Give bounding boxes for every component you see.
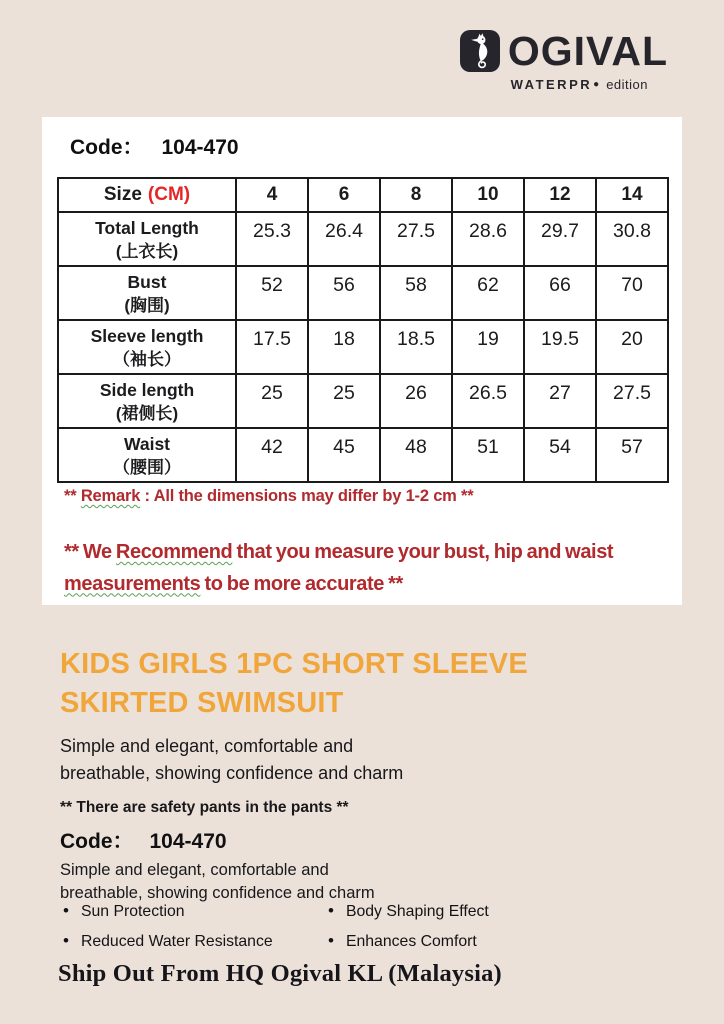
product-subtitle: Simple and elegant, comfortable and breathable, showing confidence and charm xyxy=(60,736,404,783)
measurement-value-cell: 27 xyxy=(524,374,596,428)
size-table xyxy=(57,177,669,483)
measurement-value-cell: 26.5 xyxy=(452,374,524,428)
measurement-value-cell: 52 xyxy=(236,266,308,320)
measurement-label-en: Waist xyxy=(123,434,171,454)
product-title-line1: KIDS GIRLS 1PC SHORT SLEEVE xyxy=(60,648,528,680)
measurement-value-cell: 19.5 xyxy=(524,320,596,374)
size-table-row xyxy=(58,212,668,266)
size-table-row xyxy=(58,428,668,482)
measurement-value-cell: 42 xyxy=(236,428,308,482)
size-header-cell: 8 xyxy=(380,178,452,212)
measurement-label-en: Bust xyxy=(127,272,167,292)
feature-bullet-item: • Enhances Comfort xyxy=(328,931,489,951)
measurement-value-cell: 30.8 xyxy=(596,212,668,266)
measurement-value-cell: 27.5 xyxy=(596,374,668,428)
product-code xyxy=(70,131,239,161)
measurements-word: measurements xyxy=(64,572,201,595)
product-code-value: 104-470 xyxy=(161,136,239,159)
size-header-label-cell xyxy=(58,178,236,212)
feature-bullets xyxy=(63,901,489,961)
brand-subline xyxy=(511,77,668,92)
size-header-cell: 4 xyxy=(236,178,308,212)
measurement-value-cell: 48 xyxy=(380,428,452,482)
feature-bullet-item: • Body Shaping Effect xyxy=(328,901,489,921)
size-table-row xyxy=(58,320,668,374)
bullets-left xyxy=(63,901,328,961)
product-title-line2: SKIRTED SWIMSUIT xyxy=(60,686,344,719)
measurement-value-cell: 20 xyxy=(596,320,668,374)
recommend-word: Recommend xyxy=(115,541,233,563)
measurement-label-cn: (上衣长) xyxy=(115,241,179,261)
remark-rest: : All the dimensions may differ by 1-2 cm ** xyxy=(140,487,474,505)
size-table-header-row xyxy=(58,178,668,212)
measurement-value-cell: 25.3 xyxy=(236,212,308,266)
measurement-label-en: Total Length xyxy=(95,218,199,238)
product-code-secondary xyxy=(60,825,227,855)
measurement-value-cell: 66 xyxy=(524,266,596,320)
recommend-prefix: ** We xyxy=(64,541,116,563)
measurement-value-cell: 57 xyxy=(596,428,668,482)
product-description: Simple and elegant, comfortable and breathable, showing confidence and charm xyxy=(60,861,375,903)
size-table-row xyxy=(58,266,668,320)
safety-note: ** There are safety pants in the pants ** xyxy=(60,799,349,816)
measurement-label-cn: (胸围) xyxy=(124,295,170,315)
measurement-value-cell: 29.7 xyxy=(524,212,596,266)
measurement-value-cell: 45 xyxy=(308,428,380,482)
measurement-value-cell: 25 xyxy=(308,374,380,428)
measurement-label-cell xyxy=(58,212,236,266)
measurement-value-cell: 51 xyxy=(452,428,524,482)
product-title xyxy=(60,645,528,722)
measurement-value-cell: 18.5 xyxy=(380,320,452,374)
remark-word: Remark xyxy=(80,487,141,505)
recommend-rest: to be more accurate ** xyxy=(200,572,403,595)
measurement-value-cell: 56 xyxy=(308,266,380,320)
brand-name: OGIVAL xyxy=(507,27,668,74)
size-header-cell: 6 xyxy=(308,178,380,212)
measurement-value-cell: 28.6 xyxy=(452,212,524,266)
bullets-right xyxy=(328,901,489,961)
measurement-value-cell: 17.5 xyxy=(236,320,308,374)
size-label: Size xyxy=(103,184,142,205)
measurement-label-cell xyxy=(58,374,236,428)
measurement-label-cn: （腰围） xyxy=(113,457,181,477)
waterpro-o-dot-icon: ● xyxy=(593,79,600,90)
measurement-value-cell: 58 xyxy=(380,266,452,320)
size-header-cell: 14 xyxy=(596,178,668,212)
size-unit-label: (CM) xyxy=(147,184,191,205)
measurement-value-cell: 26 xyxy=(380,374,452,428)
seahorse-icon xyxy=(460,30,500,72)
waterpro-label: WATERPR xyxy=(510,77,593,92)
shipping-note: Ship Out From HQ Ogival KL (Malaysia) xyxy=(58,960,502,987)
recommend-line xyxy=(64,537,646,600)
product-code-label: Code： xyxy=(70,136,144,159)
feature-bullet-item: • Reduced Water Resistance xyxy=(63,931,328,951)
measurement-value-cell: 25 xyxy=(236,374,308,428)
feature-bullet-item: • Sun Protection xyxy=(63,901,328,921)
measurement-value-cell: 18 xyxy=(308,320,380,374)
measurement-label-en: Side length xyxy=(99,380,195,400)
measurement-label-cn: (裙侧长) xyxy=(115,403,179,423)
size-table-body xyxy=(58,212,668,482)
size-header-cell: 12 xyxy=(524,178,596,212)
measurement-label-cell xyxy=(58,320,236,374)
brand-logo xyxy=(460,27,668,92)
measurement-value-cell: 70 xyxy=(596,266,668,320)
measurement-value-cell: 19 xyxy=(452,320,524,374)
size-header-cell: 10 xyxy=(452,178,524,212)
measurement-label-cell xyxy=(58,266,236,320)
size-chart-card xyxy=(42,117,682,605)
product-code-value: 104-470 xyxy=(149,830,227,853)
remark-prefix: ** xyxy=(64,487,81,505)
measurement-value-cell: 27.5 xyxy=(380,212,452,266)
edition-label: edition xyxy=(606,77,648,92)
measurement-value-cell: 26.4 xyxy=(308,212,380,266)
remark-line xyxy=(64,487,473,506)
brand-logo-row xyxy=(460,27,668,74)
product-code-label: Code： xyxy=(60,830,134,853)
measurement-label-cn: （袖长） xyxy=(113,349,181,369)
recommend-mid: that you measure your bust, hip and waist xyxy=(232,541,614,563)
measurement-value-cell: 54 xyxy=(524,428,596,482)
measurement-label-en: Sleeve length xyxy=(90,326,204,346)
size-table-row xyxy=(58,374,668,428)
measurement-label-cell xyxy=(58,428,236,482)
measurement-value-cell: 62 xyxy=(452,266,524,320)
